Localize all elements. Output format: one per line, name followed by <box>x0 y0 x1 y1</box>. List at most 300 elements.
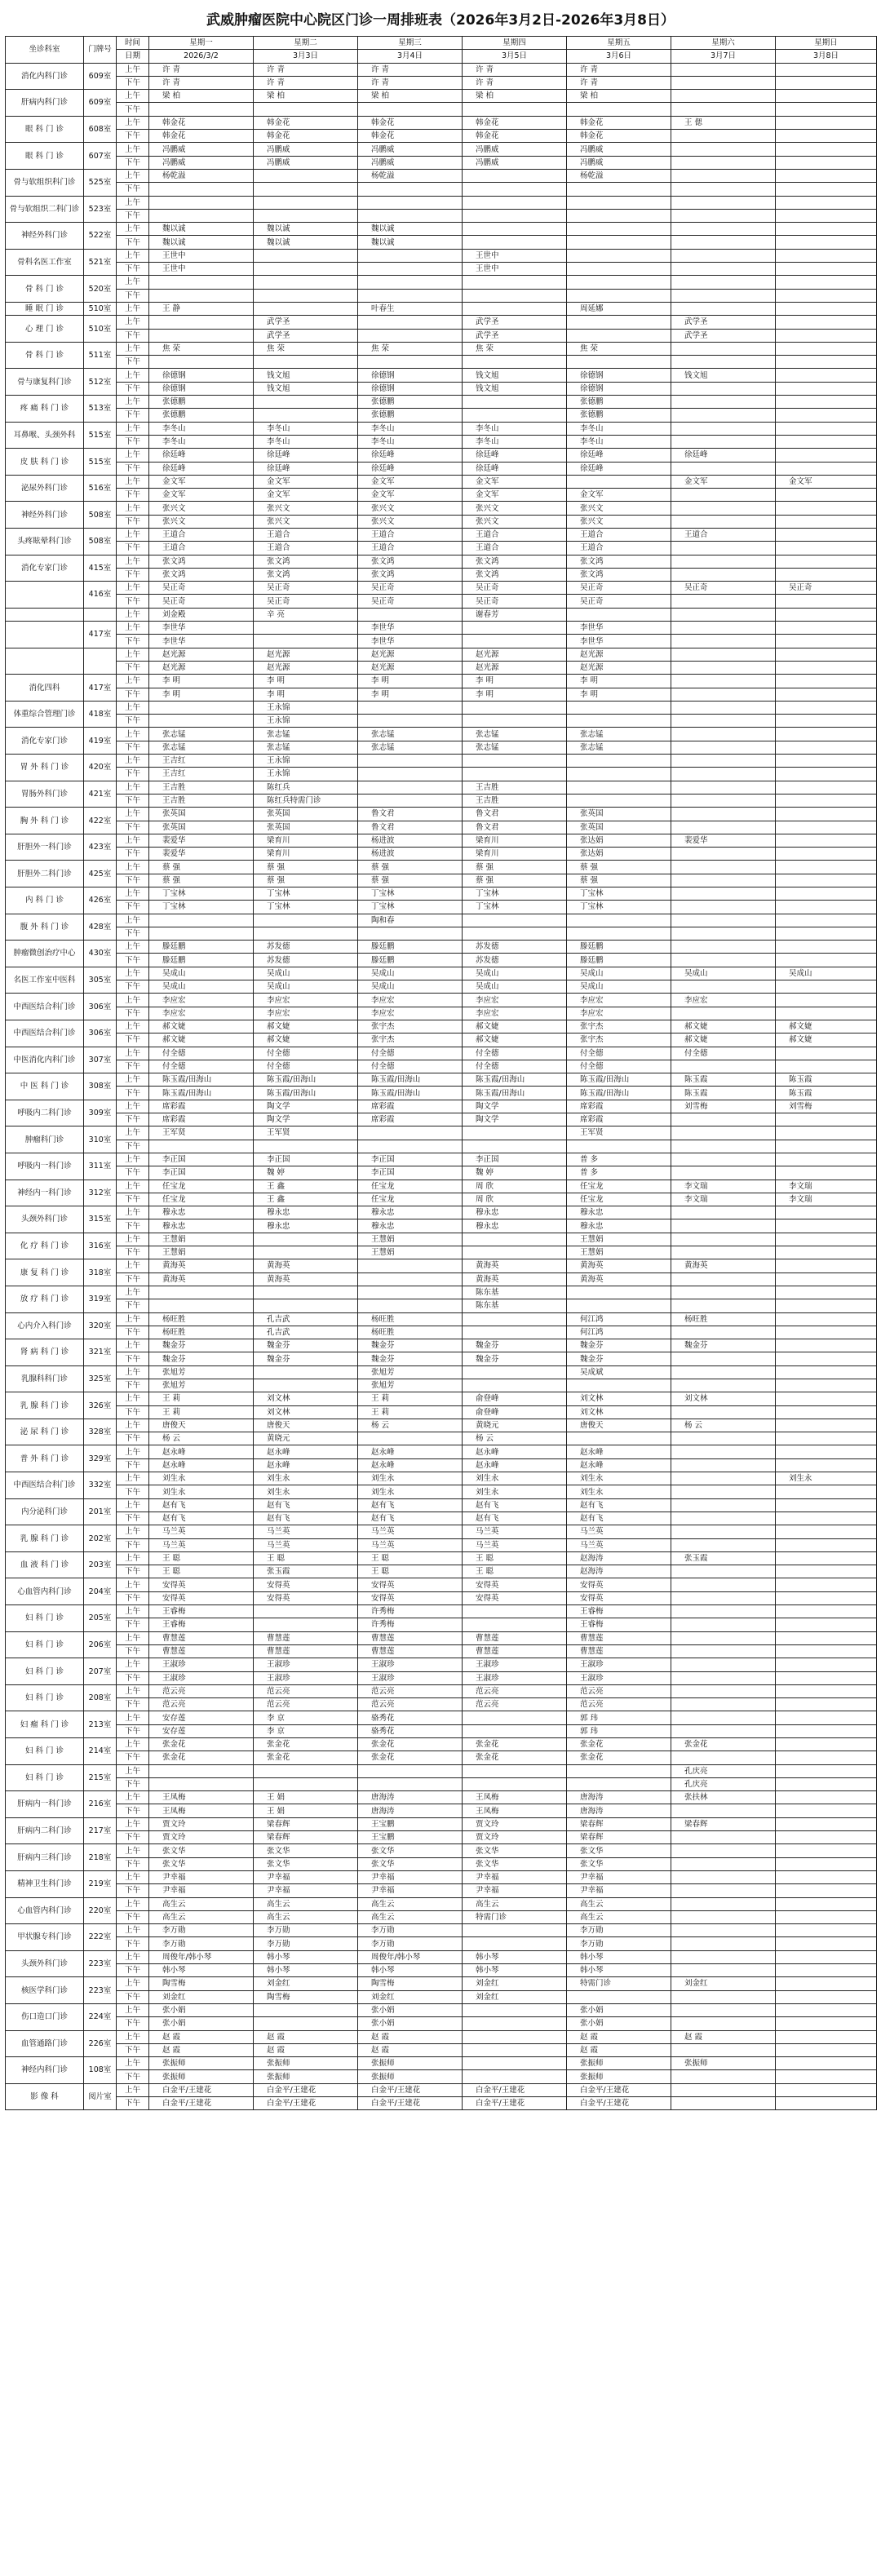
doctor-cell <box>671 1153 776 1166</box>
doctor-cell <box>671 1644 776 1658</box>
doctor-cell: 王凤梅 <box>149 1791 254 1804</box>
room-number-cell: 419室 <box>84 728 117 755</box>
doctor-cell <box>149 183 254 196</box>
doctor-cell: 滕廷鹏 <box>567 954 671 967</box>
doctor-cell: 何江鸿 <box>567 1326 671 1339</box>
room-number-cell: 516室 <box>84 475 117 502</box>
doctor-cell: 徐廷峰 <box>463 462 567 475</box>
doctor-cell <box>671 1113 776 1126</box>
department-cell: 乳腺科科门诊 <box>6 1365 84 1392</box>
doctor-cell: 刘生永 <box>149 1472 254 1485</box>
doctor-cell: 王淑珍 <box>254 1671 358 1684</box>
doctor-cell <box>254 1764 358 1777</box>
doctor-cell: 张英国 <box>254 821 358 834</box>
doctor-cell: 蔡 强 <box>358 874 463 887</box>
doctor-cell <box>776 1950 877 1963</box>
doctor-cell <box>776 1339 877 1352</box>
doctor-cell <box>671 1671 776 1684</box>
doctor-cell: 刘金红 <box>463 1977 567 1990</box>
doctor-cell <box>776 834 877 847</box>
doctor-cell <box>463 169 567 182</box>
doctor-cell: 付全德 <box>567 1047 671 1060</box>
doctor-cell: 张宇杰 <box>567 1033 671 1047</box>
schedule-row <box>6 1684 877 1697</box>
doctor-cell: 李冬山 <box>149 422 254 435</box>
doctor-cell: 吴成山 <box>358 967 463 980</box>
doctor-cell: 韩小琴 <box>567 1950 671 1963</box>
doctor-cell <box>776 1684 877 1697</box>
doctor-cell <box>776 874 877 887</box>
doctor-cell <box>776 342 877 355</box>
doctor-cell: 苏发德 <box>254 954 358 967</box>
doctor-cell: 李正国 <box>358 1166 463 1180</box>
doctor-cell <box>567 209 671 222</box>
schedule-row <box>6 1472 877 1485</box>
doctor-cell: 滕廷鹏 <box>567 941 671 954</box>
doctor-cell <box>567 1299 671 1312</box>
schedule-row <box>6 781 877 794</box>
doctor-cell: 俞登峰 <box>463 1392 567 1405</box>
doctor-cell <box>776 76 877 89</box>
session-cell: 下午 <box>117 1379 149 1392</box>
doctor-cell <box>671 130 776 143</box>
doctor-cell: 安得英 <box>358 1578 463 1591</box>
doctor-cell: 李正国 <box>149 1153 254 1166</box>
date-cell: 3月5日 <box>463 50 567 63</box>
doctor-cell <box>671 794 776 807</box>
doctor-cell <box>776 1153 877 1166</box>
session-cell: 上午 <box>117 755 149 768</box>
doctor-cell <box>671 1804 776 1817</box>
doctor-cell: 郭 玮 <box>567 1724 671 1737</box>
schedule-row <box>6 848 877 861</box>
doctor-cell: 丁宝林 <box>567 887 671 901</box>
doctor-cell <box>463 2017 567 2030</box>
doctor-cell: 张文鸿 <box>567 555 671 568</box>
doctor-cell: 唐海涛 <box>567 1804 671 1817</box>
doctor-cell <box>671 1618 776 1631</box>
session-cell: 下午 <box>117 1326 149 1339</box>
doctor-cell <box>776 1777 877 1790</box>
doctor-cell <box>671 1950 776 1963</box>
doctor-cell: 曹慧莲 <box>567 1644 671 1658</box>
doctor-cell <box>149 927 254 940</box>
doctor-cell <box>463 223 567 236</box>
schedule-row <box>6 449 877 462</box>
doctor-cell: 李正国 <box>358 1153 463 1166</box>
doctor-cell: 张小娟 <box>358 2017 463 2030</box>
doctor-cell: 王睿梅 <box>149 1618 254 1631</box>
room-number-cell: 418室 <box>84 701 117 728</box>
department-cell: 消化专家门诊 <box>6 555 84 582</box>
session-cell: 上午 <box>117 648 149 661</box>
doctor-cell <box>776 1432 877 1445</box>
doctor-cell: 魏金芬 <box>671 1339 776 1352</box>
doctor-cell: 张德鹏 <box>358 409 463 422</box>
doctor-cell: 特需门诊 <box>567 1977 671 1990</box>
doctor-cell <box>671 1273 776 1286</box>
session-cell: 上午 <box>117 1206 149 1219</box>
doctor-cell <box>463 1312 567 1326</box>
schedule-row <box>6 980 877 994</box>
doctor-cell: 张文华 <box>254 1857 358 1870</box>
room-number-cell: 208室 <box>84 1684 117 1711</box>
doctor-cell <box>776 1644 877 1658</box>
doctor-cell: 吴正奇 <box>254 582 358 595</box>
doctor-cell: 吴正奇 <box>358 595 463 608</box>
session-cell: 上午 <box>117 1605 149 1618</box>
doctor-cell: 陈玉霞/田海山 <box>358 1073 463 1087</box>
doctor-cell <box>776 1326 877 1339</box>
doctor-cell: 刘金红 <box>463 1990 567 2003</box>
doctor-cell: 武学圣 <box>463 329 567 342</box>
date-cell: 2026/3/2 <box>149 50 254 63</box>
doctor-cell: 梁 柏 <box>567 90 671 103</box>
doctor-cell <box>671 781 776 794</box>
schedule-row <box>6 994 877 1007</box>
doctor-cell <box>776 1166 877 1180</box>
session-cell: 上午 <box>117 1153 149 1166</box>
doctor-cell <box>776 675 877 688</box>
doctor-cell: 赵有飞 <box>463 1512 567 1525</box>
room-number-cell: 224室 <box>84 2003 117 2030</box>
doctor-cell: 李万勋 <box>567 1937 671 1950</box>
doctor-cell: 尹幸福 <box>567 1870 671 1883</box>
doctor-cell <box>671 223 776 236</box>
doctor-cell: 付全德 <box>149 1060 254 1073</box>
doctor-cell <box>776 169 877 182</box>
doctor-cell: 张文华 <box>149 1844 254 1857</box>
doctor-cell: 贾文玲 <box>463 1831 567 1844</box>
doctor-cell: 陈玉霞 <box>776 1087 877 1100</box>
doctor-cell: 张兴文 <box>254 502 358 515</box>
doctor-cell: 魏金芬 <box>254 1352 358 1365</box>
schedule-row <box>6 1897 877 1910</box>
doctor-cell <box>567 223 671 236</box>
doctor-cell: 李 明 <box>463 688 567 701</box>
doctor-cell: 张玉霞 <box>671 1551 776 1565</box>
doctor-cell: 王道合 <box>463 528 567 541</box>
doctor-cell <box>358 755 463 768</box>
session-cell: 下午 <box>117 1671 149 1684</box>
session-cell: 下午 <box>117 794 149 807</box>
session-cell: 上午 <box>117 887 149 901</box>
doctor-cell <box>358 781 463 794</box>
doctor-cell: 张兴文 <box>358 515 463 528</box>
doctor-cell: 赵有飞 <box>463 1498 567 1512</box>
doctor-cell: 吴成山 <box>149 980 254 994</box>
doctor-cell <box>671 1498 776 1512</box>
doctor-cell <box>463 1777 567 1790</box>
department-cell: 消化四科 <box>6 675 84 702</box>
room-number-cell: 523室 <box>84 196 117 223</box>
doctor-cell: 刘金红 <box>358 1990 463 2003</box>
room-number-cell: 508室 <box>84 502 117 529</box>
doctor-cell <box>463 409 567 422</box>
session-cell: 下午 <box>117 462 149 475</box>
schedule-row <box>6 715 877 728</box>
doctor-cell <box>671 76 776 89</box>
doctor-cell: 魏以诚 <box>254 223 358 236</box>
doctor-cell: 杨旺胜 <box>149 1326 254 1339</box>
doctor-cell: 范云亮 <box>254 1684 358 1697</box>
doctor-cell <box>671 675 776 688</box>
session-cell: 下午 <box>117 1033 149 1047</box>
schedule-row <box>6 1777 877 1790</box>
doctor-cell: 韩小琴 <box>254 1964 358 1977</box>
schedule-row <box>6 1591 877 1604</box>
doctor-cell: 马兰英 <box>358 1538 463 1551</box>
doctor-cell <box>254 1299 358 1312</box>
doctor-cell <box>776 1857 877 1870</box>
doctor-cell <box>776 1445 877 1458</box>
session-cell: 上午 <box>117 555 149 568</box>
doctor-cell: 李应宏 <box>254 1007 358 1020</box>
doctor-cell: 张文华 <box>358 1857 463 1870</box>
doctor-cell: 赵有飞 <box>149 1498 254 1512</box>
doctor-cell <box>776 382 877 395</box>
doctor-cell: 冯鹏威 <box>358 156 463 169</box>
doctor-cell: 蔡 强 <box>567 874 671 887</box>
doctor-cell <box>671 1219 776 1233</box>
doctor-cell <box>776 63 877 76</box>
session-cell: 上午 <box>117 422 149 435</box>
doctor-cell: 刘文林 <box>671 1392 776 1405</box>
doctor-cell <box>776 741 877 754</box>
doctor-cell: 陶文学 <box>463 1113 567 1126</box>
room-number-cell: 525室 <box>84 169 117 196</box>
department-cell: 中西医结合科门诊 <box>6 1020 84 1047</box>
doctor-cell: 白金平/王建花 <box>567 2083 671 2096</box>
session-cell: 下午 <box>117 874 149 887</box>
room-number-cell: 417室 <box>84 675 117 702</box>
doctor-cell <box>254 356 358 369</box>
doctor-cell: 杨旺胜 <box>358 1326 463 1339</box>
session-cell: 上午 <box>117 1551 149 1565</box>
doctor-cell <box>671 980 776 994</box>
doctor-cell: 郝文婕 <box>149 1020 254 1033</box>
doctor-cell: 鲁文君 <box>463 821 567 834</box>
session-cell: 下午 <box>117 1246 149 1259</box>
doctor-cell <box>776 1060 877 1073</box>
doctor-cell: 梁育川 <box>254 834 358 847</box>
session-cell: 下午 <box>117 489 149 502</box>
doctor-cell: 贾文玲 <box>149 1831 254 1844</box>
doctor-cell <box>671 2043 776 2056</box>
date-cell: 3月3日 <box>254 50 358 63</box>
schedule-row <box>6 821 877 834</box>
session-cell: 下午 <box>117 1485 149 1498</box>
doctor-cell <box>463 183 567 196</box>
doctor-cell: 梁春辉 <box>254 1817 358 1830</box>
doctor-cell: 钱文旭 <box>254 369 358 382</box>
session-cell: 下午 <box>117 1060 149 1073</box>
doctor-cell <box>776 1591 877 1604</box>
doctor-cell <box>671 1924 776 1937</box>
doctor-cell: 高生云 <box>567 1897 671 1910</box>
doctor-cell: 王道合 <box>254 528 358 541</box>
doctor-cell: 席彩霞 <box>567 1100 671 1113</box>
doctor-cell: 李正国 <box>254 1153 358 1166</box>
doctor-cell: 许 青 <box>463 76 567 89</box>
schedule-row <box>6 688 877 701</box>
doctor-cell: 刘文林 <box>567 1392 671 1405</box>
session-cell: 上午 <box>117 622 149 635</box>
doctor-cell <box>149 1140 254 1153</box>
doctor-cell: 张振师 <box>254 2057 358 2070</box>
doctor-cell: 张志锰 <box>463 728 567 741</box>
doctor-cell: 吴正奇 <box>567 595 671 608</box>
doctor-cell: 梁春辉 <box>567 1817 671 1830</box>
doctor-cell <box>671 715 776 728</box>
session-cell: 上午 <box>117 834 149 847</box>
session-cell: 上午 <box>117 2003 149 2016</box>
doctor-cell: 何江鸿 <box>567 1312 671 1326</box>
doctor-cell: 陈玉霞 <box>776 1073 877 1087</box>
schedule-row <box>6 1339 877 1352</box>
doctor-cell: 刘生永 <box>567 1485 671 1498</box>
doctor-cell <box>671 302 776 315</box>
doctor-cell <box>567 1432 671 1445</box>
doctor-cell: 吴成山 <box>254 980 358 994</box>
doctor-cell: 陈玉霞/田海山 <box>463 1073 567 1087</box>
room-number-cell: 423室 <box>84 834 117 861</box>
doctor-cell <box>567 1990 671 2003</box>
doctor-cell <box>671 2083 776 2096</box>
doctor-cell <box>567 1286 671 1299</box>
schedule-row <box>6 1964 877 1977</box>
schedule-row <box>6 622 877 635</box>
date-cell: 3月7日 <box>671 50 776 63</box>
doctor-cell: 徐廷峰 <box>671 449 776 462</box>
doctor-cell: 陶雪梅 <box>254 1990 358 2003</box>
doctor-cell <box>254 914 358 927</box>
doctor-cell <box>254 1246 358 1259</box>
department-cell: 甲状腺专科门诊 <box>6 1924 84 1951</box>
room-number-cell: 218室 <box>84 1844 117 1871</box>
doctor-cell: 冯鹏威 <box>567 143 671 156</box>
doctor-cell: 刘生永 <box>254 1472 358 1485</box>
session-cell: 上午 <box>117 90 149 103</box>
doctor-cell: 张英国 <box>254 808 358 821</box>
doctor-cell <box>358 768 463 781</box>
doctor-cell <box>671 1126 776 1140</box>
schedule-row <box>6 1153 877 1166</box>
doctor-cell: 尹幸福 <box>254 1870 358 1883</box>
doctor-cell: 张文鸿 <box>254 568 358 581</box>
doctor-cell: 焦 荣 <box>149 342 254 355</box>
doctor-cell <box>671 1140 776 1153</box>
doctor-cell: 李正国 <box>463 1153 567 1166</box>
doctor-cell <box>671 90 776 103</box>
doctor-cell <box>776 595 877 608</box>
doctor-cell <box>776 209 877 222</box>
doctor-cell <box>776 1379 877 1392</box>
session-cell: 上午 <box>117 1897 149 1910</box>
doctor-cell: 唐海涛 <box>567 1791 671 1804</box>
doctor-cell <box>671 342 776 355</box>
schedule-row <box>6 183 877 196</box>
session-cell: 下午 <box>117 715 149 728</box>
doctor-cell <box>463 196 567 209</box>
doctor-cell: 赵永峰 <box>254 1445 358 1458</box>
doctor-cell: 曹慧莲 <box>463 1644 567 1658</box>
department-cell: 妇 科 门 诊 <box>6 1631 84 1658</box>
doctor-cell: 王 聪 <box>254 1551 358 1565</box>
doctor-cell: 穆永忠 <box>463 1206 567 1219</box>
schedule-row <box>6 1352 877 1365</box>
doctor-cell <box>776 2043 877 2056</box>
doctor-cell: 白金平/王建花 <box>567 2097 671 2110</box>
doctor-cell: 吴正奇 <box>463 582 567 595</box>
doctor-cell: 黄海英 <box>254 1259 358 1273</box>
doctor-cell: 王慧娟 <box>567 1246 671 1259</box>
department-cell: 康 复 科 门 诊 <box>6 1259 84 1286</box>
doctor-cell <box>671 1472 776 1485</box>
doctor-cell <box>776 901 877 914</box>
session-cell: 上午 <box>117 1870 149 1883</box>
schedule-table <box>5 36 877 2110</box>
doctor-cell: 高生云 <box>149 1910 254 1923</box>
doctor-cell: 唐俊天 <box>254 1419 358 1432</box>
doctor-cell: 徐廷峰 <box>463 449 567 462</box>
room-number-cell: 320室 <box>84 1312 117 1339</box>
doctor-cell <box>567 276 671 289</box>
schedule-row <box>6 1977 877 1990</box>
doctor-cell <box>776 1299 877 1312</box>
doctor-cell: 范云亮 <box>463 1698 567 1711</box>
doctor-cell: 普 多 <box>567 1153 671 1166</box>
doctor-cell: 李万勋 <box>567 1924 671 1937</box>
doctor-cell: 李应宏 <box>463 994 567 1007</box>
doctor-cell <box>671 156 776 169</box>
doctor-cell <box>671 1831 776 1844</box>
doctor-cell: 王慧娟 <box>358 1233 463 1246</box>
session-cell: 下午 <box>117 183 149 196</box>
doctor-cell: 李世华 <box>149 622 254 635</box>
doctor-cell <box>671 1711 776 1724</box>
doctor-cell: 张英国 <box>149 808 254 821</box>
room-number-cell: 515室 <box>84 449 117 476</box>
doctor-cell: 陶文学 <box>254 1113 358 1126</box>
schedule-row <box>6 1392 877 1405</box>
schedule-row <box>6 2057 877 2070</box>
department-cell: 头颈外科门诊 <box>6 1950 84 1977</box>
doctor-cell: 徐德钢 <box>149 369 254 382</box>
doctor-cell: 曹慧莲 <box>567 1631 671 1644</box>
doctor-cell: 韩小琴 <box>254 1950 358 1963</box>
doctor-cell <box>671 489 776 502</box>
doctor-cell: 丁宝林 <box>567 901 671 914</box>
doctor-cell <box>776 1578 877 1591</box>
doctor-cell: 韩金花 <box>254 116 358 129</box>
doctor-cell: 王慧娟 <box>149 1233 254 1246</box>
doctor-cell: 穆永忠 <box>149 1206 254 1219</box>
doctor-cell: 赵海涛 <box>567 1551 671 1565</box>
doctor-cell: 王淑珍 <box>463 1658 567 1671</box>
session-cell: 下午 <box>117 1299 149 1312</box>
doctor-cell <box>671 648 776 661</box>
doctor-cell <box>671 1525 776 1538</box>
doctor-cell <box>671 63 776 76</box>
doctor-cell: 赵 霞 <box>358 2030 463 2043</box>
schedule-row <box>6 1140 877 1153</box>
doctor-cell: 范云亮 <box>358 1684 463 1697</box>
doctor-cell: 范云亮 <box>149 1698 254 1711</box>
doctor-cell: 赵海涛 <box>567 1565 671 1578</box>
doctor-cell <box>463 276 567 289</box>
doctor-cell <box>671 196 776 209</box>
